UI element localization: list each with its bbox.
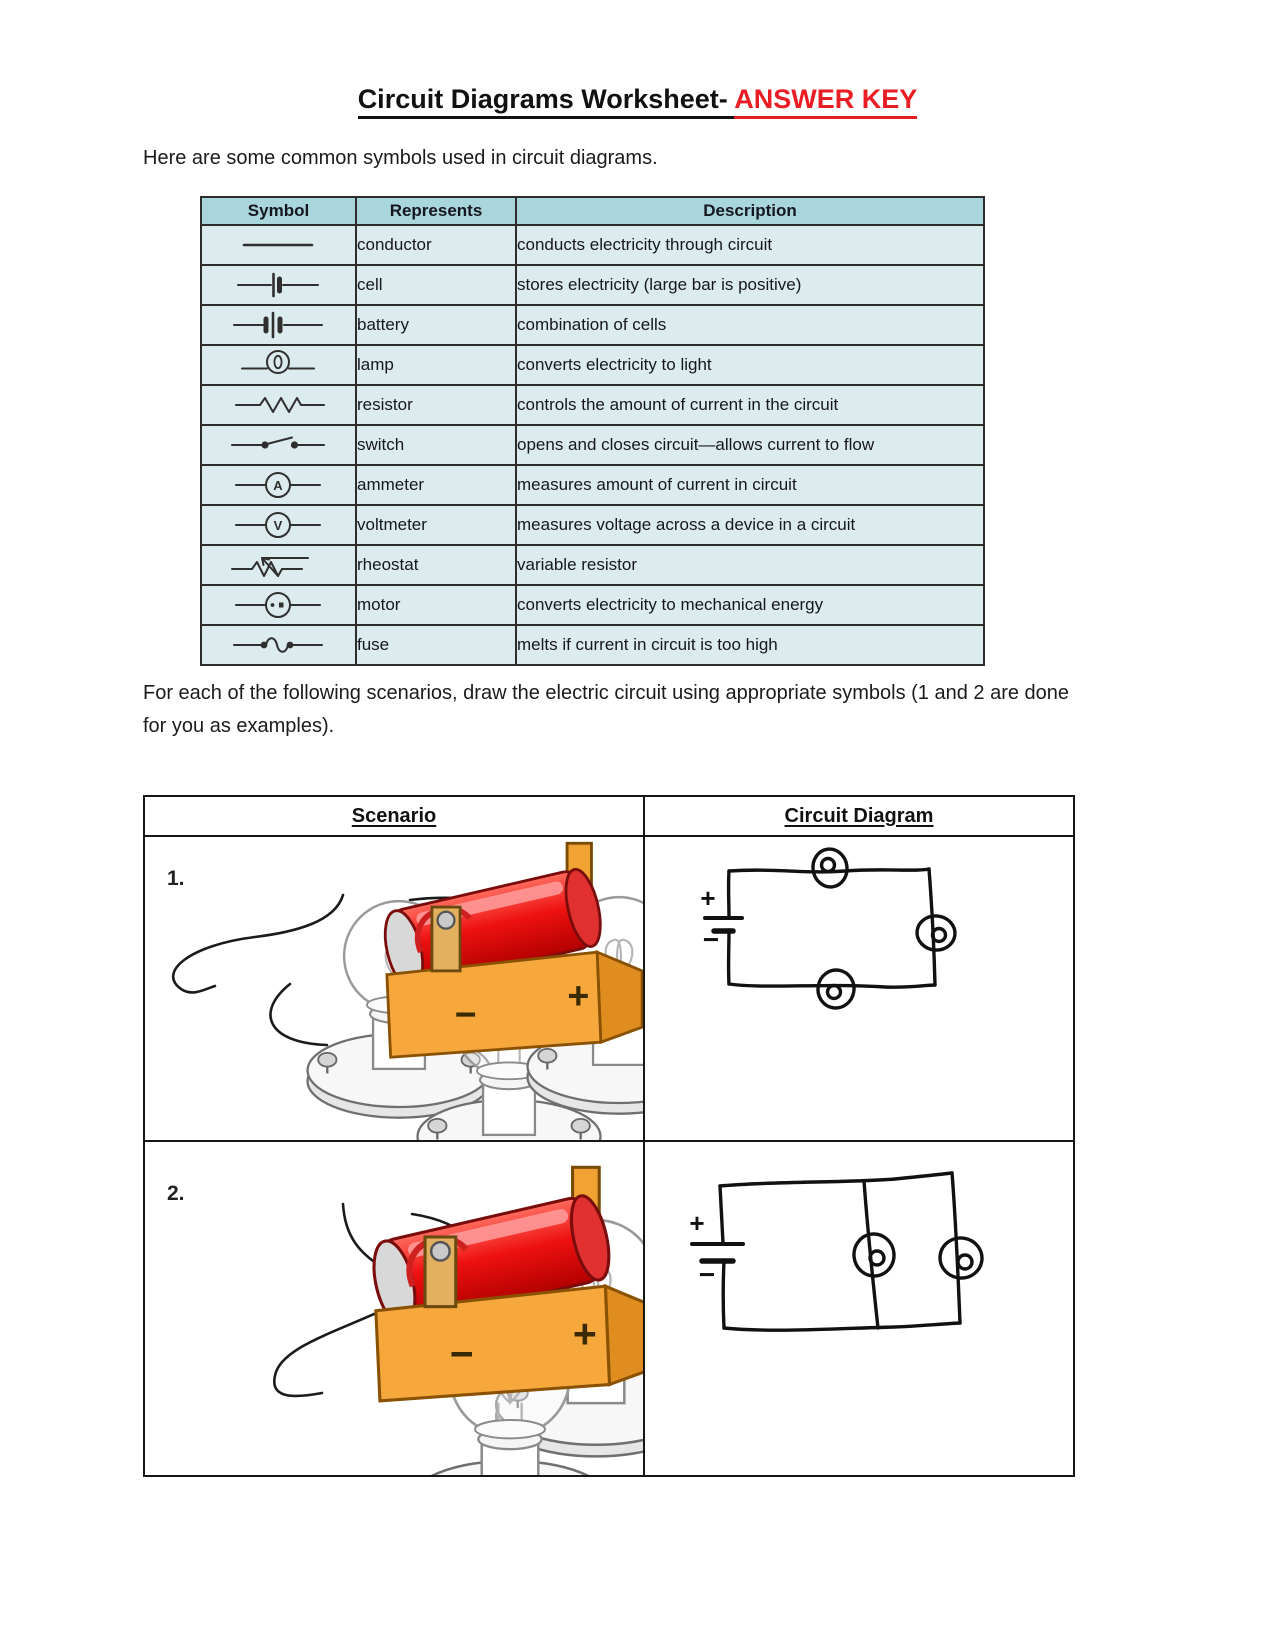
ammeter-letter: A [273,478,283,493]
fuse-symbol-icon [216,629,341,661]
scenario-1-cell [145,837,645,1142]
table-row [201,505,984,545]
lamp-symbol-drawn [937,1235,984,1280]
represents-value: battery [356,305,516,345]
motor-symbol-icon [216,589,341,621]
scenario-table [143,795,1075,1477]
battery-symbol-icon [216,309,341,341]
circuit-diagram-column-header: Circuit Diagram [645,797,1073,837]
represents-value: switch [356,425,516,465]
diagram-1-plus-label: + [700,883,716,913]
diagram-1-minus-label: − [702,924,720,955]
circuit-diagram-2-cell [645,1142,1073,1475]
represents-value: voltmeter [356,505,516,545]
rheostat-symbol-icon [216,549,341,581]
ammeter-symbol-icon [216,469,341,501]
intro-text: Here are some common symbols used in circuit diagrams. [143,147,658,169]
lamp-symbol-drawn [852,1232,896,1278]
description-value: combination of cells [516,305,984,345]
description-value: converts electricity to mechanical energy [516,585,984,625]
lamp-symbol-drawn [915,914,956,952]
table-row [201,385,984,425]
lamp-symbol-drawn [811,847,850,889]
scenario-column-header: Scenario [145,797,645,837]
voltmeter-symbol-icon [216,509,341,541]
description-value: measures voltage across a device in a circuit [516,505,984,545]
scenario-2-cell [145,1142,645,1475]
symbol-table-header-row [201,197,984,225]
symbol-column-header: Symbol [201,197,356,225]
scenario-2-illustration [145,1142,645,1475]
table-row [201,625,984,665]
voltmeter-letter: V [273,518,283,533]
circuit-diagram-1-cell [645,837,1073,1142]
represents-value: lamp [356,345,516,385]
switch-symbol-icon [216,429,341,461]
table-row [201,345,984,385]
table-row [201,225,984,265]
table-row [201,545,984,585]
page-title-text: Circuit Diagrams Worksheet- [358,84,735,119]
table-row [201,465,984,505]
represents-value: rheostat [356,545,516,585]
scenario-1-illustration [145,837,645,1142]
symbol-reference-table [200,196,985,666]
scenario-1-number: 1. [167,867,185,890]
cell-symbol-icon [216,269,341,301]
description-value: conducts electricity through circuit [516,225,984,265]
represents-column-header: Represents [356,197,516,225]
description-value: opens and closes circuit—allows current to flow [516,425,984,465]
description-value: melts if current in circuit is too high [516,625,984,665]
scenario-2-number: 2. [167,1182,185,1205]
resistor-symbol-icon [216,389,341,421]
represents-value: cell [356,265,516,305]
lamp-symbol-icon [216,349,341,381]
table-row [201,265,984,305]
conductor-symbol-icon [216,229,341,261]
description-column-header: Description [516,197,984,225]
description-value: controls the amount of current in the circuit [516,385,984,425]
table-row [201,585,984,625]
lamp-symbol-drawn [815,967,857,1011]
answer-key-label: ANSWER KEY [734,84,917,119]
represents-value: ammeter [356,465,516,505]
instructions-text: For each of the following scenarios, draw the electric circuit using appropriate symbols (1 and 2 are done for you as examples). [143,682,1070,737]
represents-value: resistor [356,385,516,425]
description-value: variable resistor [516,545,984,585]
description-value: converts electricity to light [516,345,984,385]
circuit-diagram-2-parallel [645,1142,1073,1475]
table-row [201,305,984,345]
description-value: measures amount of current in circuit [516,465,984,505]
represents-value: conductor [356,225,516,265]
table-row [201,425,984,465]
diagram-2-minus-label: − [698,1259,716,1290]
represents-value: motor [356,585,516,625]
circuit-diagram-1-series [645,837,1073,1142]
description-value: stores electricity (large bar is positive) [516,265,984,305]
represents-value: fuse [356,625,516,665]
page-title [0,84,1275,115]
diagram-2-plus-label: + [689,1208,705,1238]
